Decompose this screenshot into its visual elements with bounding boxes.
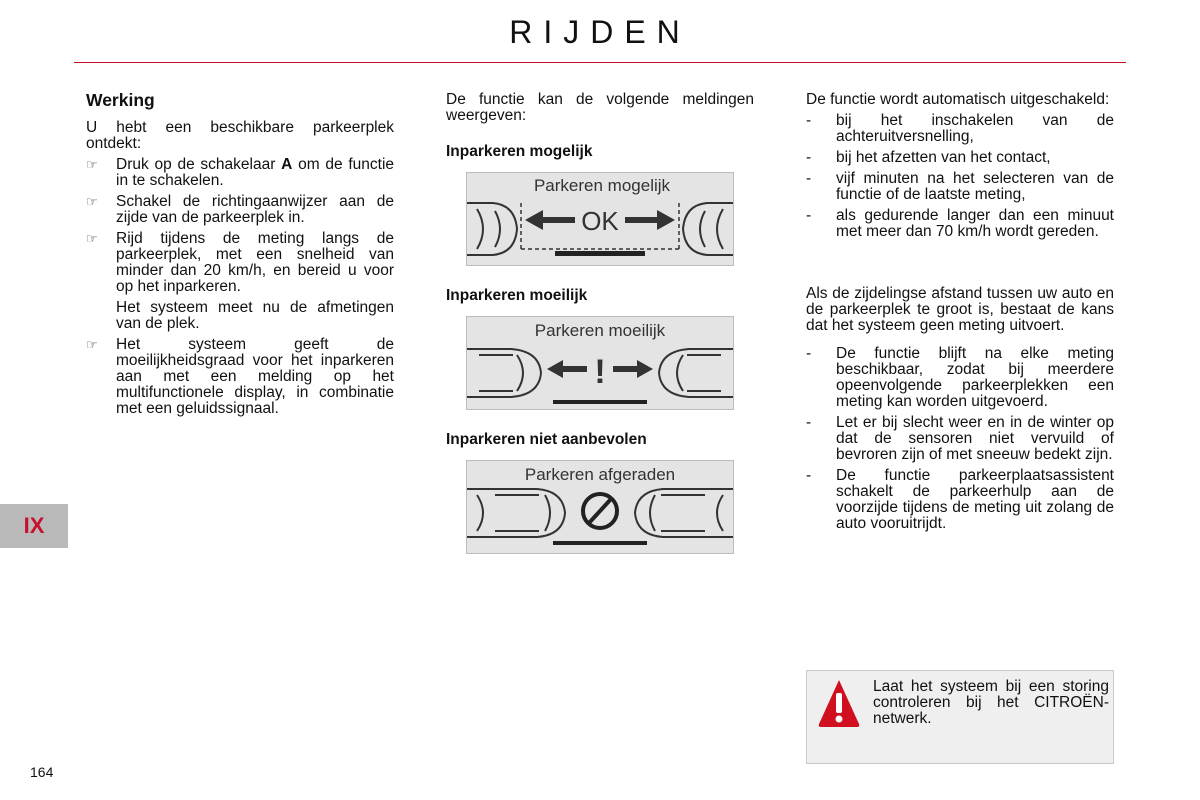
- display-panel-not-recommended: [466, 460, 734, 554]
- pointing-hand-icon: ☞: [86, 337, 98, 352]
- step-4: ☞ Het systeem geeft de moeilijkheidsgraad voor het inparkeren aan met een melding op het multifunctionele display, in combinatie met een geluidssignaal.: [86, 336, 394, 417]
- list-item: - bij het afzetten van het contact,: [806, 149, 1051, 166]
- intro-text: U hebt een beschikbare parkeerplek ontdekt:: [86, 119, 394, 152]
- list-item: - bij het inschakelen van de achteruitversnelling,: [806, 112, 1114, 145]
- parked-car-left-icon: [467, 489, 565, 537]
- page-title: RIJDEN: [509, 14, 691, 50]
- display-panel-difficult: [466, 316, 734, 410]
- warning-text: Laat het systeem bij een storing controleren bij het CITROËN-netwerk.: [873, 678, 1109, 727]
- parked-car-right-icon: [659, 349, 733, 397]
- section-heading: Werking: [86, 90, 155, 110]
- ok-symbol: OK: [581, 206, 619, 236]
- column-messages: [446, 92, 754, 554]
- page-number: 164: [30, 764, 54, 780]
- pointing-hand-icon: ☞: [86, 231, 98, 246]
- column-deactivation: [806, 92, 1114, 532]
- list-item: - De functie blijft na elke meting beschikbaar, zodat bij meerdere opeenvolgende parkeerplekken een meting kan worden uitgevoerd.: [806, 345, 1114, 410]
- warning-box: [806, 670, 1114, 764]
- section-title-possible: Inparkeren mogelijk: [446, 143, 593, 160]
- parked-car-left-icon: [467, 203, 517, 255]
- column-werking: [86, 92, 394, 417]
- warning-triangle-icon: [817, 677, 861, 729]
- pointing-hand-icon: ☞: [86, 157, 98, 172]
- list-item: - als gedurende langer dan een minuut met meer dan 70 km/h wordt gereden.: [806, 207, 1114, 240]
- list-item: - vijf minuten na het selecteren van de functie of de laatste meting,: [806, 170, 1114, 203]
- list-item: - De functie parkeerplaatsassistent schakelt de parkeerhulp aan de voorzijde tijdens de meting uit zolang de auto vooruitrijdt.: [806, 467, 1114, 532]
- step-3: ☞ Rijd tijdens de meting langs de parkeerplek, met een snelheid van minder dan 20 km/h, en bereid u voor op het inparkeren.: [86, 230, 394, 295]
- intro-text: De functie kan de volgende meldingen weergeven:: [446, 91, 754, 124]
- no-entry-icon: [583, 494, 617, 528]
- step-2: ☞ Schakel de richtingaanwijzer aan de zijde van de parkeerplek in.: [86, 193, 394, 226]
- panel-text: Parkeren afgeraden: [524, 465, 676, 484]
- parked-car-left-icon: [467, 349, 541, 397]
- distance-paragraph: Als de zijdelingse afstand tussen uw auto en de parkeerplek te groot is, bestaat de kans dat het systeem geen meting uitvoert.: [806, 285, 1114, 334]
- section-title-difficult: Inparkeren moeilijk: [446, 287, 588, 304]
- step-1: ☞ Druk op de schakelaar A om de functie in te schakelen.: [86, 156, 395, 189]
- list-item: - Let er bij slecht weer en in de winter op dat de sensoren niet vervuild of bevroren zijn of met sneeuw bedekt zijn.: [806, 414, 1114, 463]
- panel-text: Parkeren mogelijk: [533, 176, 671, 195]
- header-divider: [74, 62, 1126, 63]
- chapter-tab: IX: [0, 504, 68, 548]
- parked-car-right-icon: [683, 203, 733, 255]
- parked-car-right-icon: [635, 489, 733, 537]
- display-panel-possible: [466, 172, 734, 266]
- section-title-not-recommended: Inparkeren niet aanbevolen: [446, 431, 647, 448]
- panel-text: Parkeren moeilijk: [534, 321, 666, 340]
- pointing-hand-icon: ☞: [86, 194, 98, 209]
- step-3-note: Het systeem meet nu de afmetingen van de plek.: [116, 299, 394, 332]
- exclamation-symbol: !: [594, 353, 606, 391]
- intro-text: De functie wordt automatisch uitgeschakeld:: [806, 91, 1110, 108]
